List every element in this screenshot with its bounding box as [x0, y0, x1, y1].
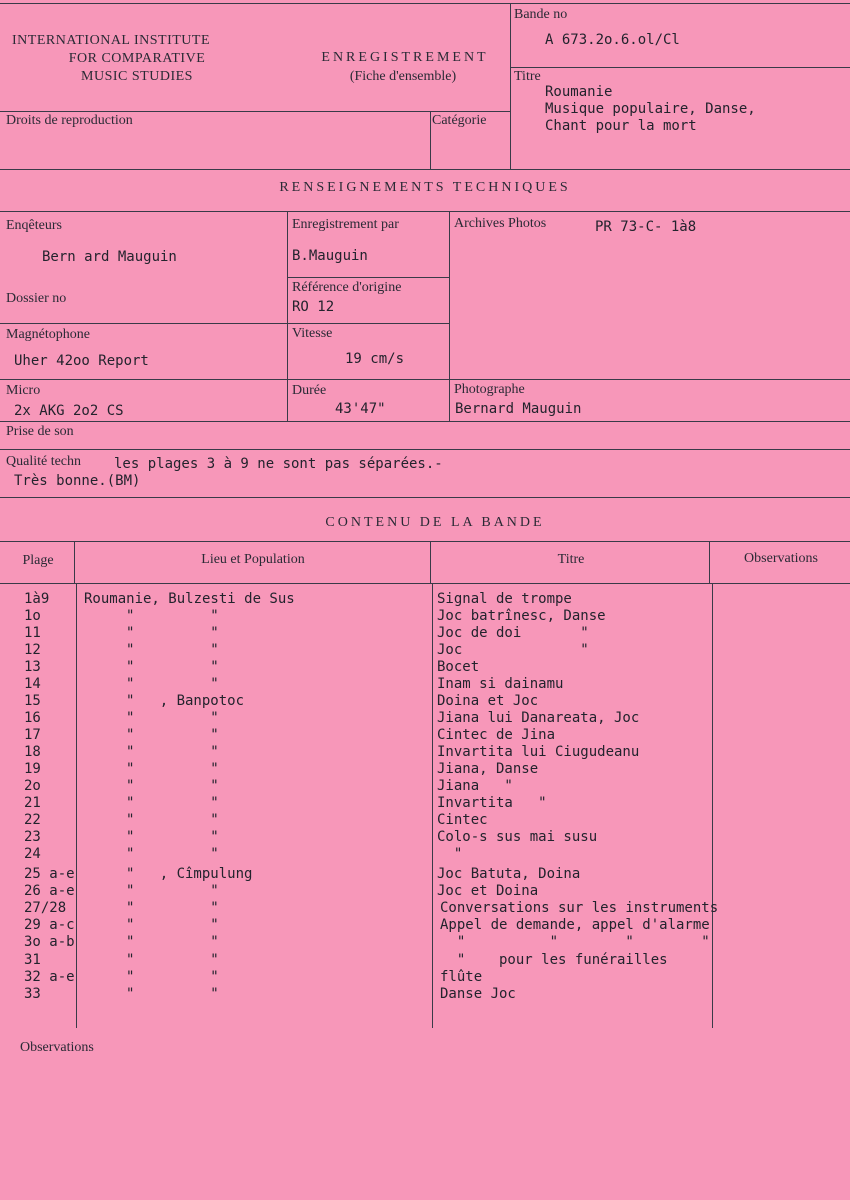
plage-cell: 17	[24, 727, 41, 743]
table-row	[0, 659, 850, 676]
titre-cell: " " " "	[440, 934, 710, 950]
lieu-cell: " "	[126, 934, 219, 950]
micro-label: Micro	[6, 383, 41, 398]
lieu-cell: " "	[126, 608, 219, 624]
table-row	[0, 866, 850, 883]
form-subtitle: (Fiche d'ensemble)	[349, 69, 457, 84]
vitesse-label: Vitesse	[292, 326, 333, 341]
table-row	[0, 900, 850, 917]
column-header-titre: Titre	[557, 552, 585, 567]
lieu-cell: " "	[126, 710, 219, 726]
column-header-observations: Observations	[744, 551, 818, 566]
table-row	[0, 778, 850, 795]
reference-value: RO 12	[292, 299, 335, 315]
qualite-label: Qualité techn	[6, 454, 82, 469]
lieu-cell: " "	[126, 986, 219, 1002]
table-row	[0, 986, 850, 1003]
plage-cell: 29 a-c	[24, 917, 75, 933]
enregistrement-label: Enregistrement par	[292, 217, 399, 232]
titre-cell: Jiana "	[437, 778, 513, 794]
table-row	[0, 917, 850, 934]
archives-value: PR 73-C- 1à8	[595, 219, 697, 235]
plage-cell: 31	[24, 952, 41, 968]
form-title: ENREGISTREMENT	[321, 50, 489, 65]
lieu-cell: Roumanie, Bulzesti de Sus	[84, 591, 295, 607]
titre-cell: Cintec de Jina	[437, 727, 556, 743]
titre-cell: Jiana, Danse	[437, 761, 539, 777]
table-row	[0, 676, 850, 693]
enregistrement-value: B.Mauguin	[292, 248, 368, 264]
titre-cell: Invartita "	[437, 795, 547, 811]
plage-cell: 1o	[24, 608, 41, 624]
lieu-cell: " "	[126, 969, 219, 985]
archives-label: Archives Photos	[454, 216, 547, 231]
plage-cell: 19	[24, 761, 41, 777]
table-row	[0, 934, 850, 951]
plage-cell: 3o a-b	[24, 934, 75, 950]
titre-cell: flûte	[440, 969, 483, 985]
plage-cell: 23	[24, 829, 41, 845]
observations-label: Observations	[20, 1040, 94, 1055]
plage-cell: 33	[24, 986, 41, 1002]
qualite-value-line1: les plages 3 à 9 ne sont pas séparées.-	[114, 456, 443, 472]
column-header-lieu: Lieu et Population	[201, 552, 305, 567]
table-row	[0, 812, 850, 829]
dossier-label: Dossier no	[6, 291, 67, 306]
titre-cell: Colo-s sus mai susu	[437, 829, 598, 845]
magnetophone-value: Uher 42oo Report	[14, 353, 149, 369]
table-row	[0, 795, 850, 812]
titre-cell: Danse Joc	[440, 986, 516, 1002]
titre-cell: Conversations sur les instruments	[440, 900, 719, 916]
table-row	[0, 969, 850, 986]
prise-de-son-label: Prise de son	[6, 424, 74, 439]
bande-label: Bande no	[514, 7, 568, 22]
table-row	[0, 727, 850, 744]
table-row	[0, 744, 850, 761]
plage-cell: 32 a-e	[24, 969, 75, 985]
contenu-heading: CONTENU DE LA BANDE	[325, 515, 545, 530]
enqueteurs-label: Enqêteurs	[6, 218, 62, 233]
table-row	[0, 952, 850, 969]
lieu-cell: " "	[126, 795, 219, 811]
titre-cell: Doina et Joc	[437, 693, 539, 709]
column-header-plage: Plage	[22, 553, 54, 568]
table-row	[0, 608, 850, 625]
micro-value: 2x AKG 2o2 CS	[14, 403, 124, 419]
tech-heading: RENSEIGNEMENTS TECHNIQUES	[279, 180, 571, 195]
plage-cell: 24	[24, 846, 41, 862]
plage-cell: 1à9	[24, 591, 50, 607]
qualite-value-line2: Très bonne.(BM)	[14, 473, 141, 489]
duree-value: 43'47"	[335, 401, 386, 417]
lieu-cell: " "	[126, 778, 219, 794]
lieu-cell: " "	[126, 883, 219, 899]
lieu-cell: " "	[126, 744, 219, 760]
plage-cell: 21	[24, 795, 41, 811]
lieu-cell: " "	[126, 761, 219, 777]
lieu-cell: " "	[126, 642, 219, 658]
titre-line-1: Roumanie	[545, 84, 613, 100]
vitesse-value: 19 cm/s	[345, 351, 405, 367]
photographe-label: Photographe	[454, 382, 525, 397]
plage-cell: 18	[24, 744, 41, 760]
magnetophone-label: Magnétophone	[6, 327, 90, 342]
duree-label: Durée	[292, 383, 327, 398]
titre-label: Titre	[514, 69, 541, 84]
institute-name-line2: FOR COMPARATIVE	[68, 51, 206, 66]
lieu-cell: " "	[126, 625, 219, 641]
lieu-cell: " "	[126, 917, 219, 933]
titre-cell: Appel de demande, appel d'alarme	[440, 917, 710, 933]
titre-cell: Joc "	[437, 642, 589, 658]
plage-cell: 11	[24, 625, 41, 641]
plage-cell: 25 a-e	[24, 866, 75, 882]
table-row	[0, 591, 850, 608]
table-row	[0, 642, 850, 659]
table-row	[0, 761, 850, 778]
titre-cell: Joc Batuta, Doina	[437, 866, 581, 882]
plage-cell: 12	[24, 642, 41, 658]
plage-cell: 13	[24, 659, 41, 675]
table-row	[0, 625, 850, 642]
plage-cell: 22	[24, 812, 41, 828]
plage-cell: 26 a-e	[24, 883, 75, 899]
lieu-cell: " "	[126, 812, 219, 828]
table-row	[0, 846, 850, 863]
lieu-cell: " "	[126, 900, 219, 916]
lieu-cell: " "	[126, 846, 219, 862]
titre-cell: Inam si dainamu	[437, 676, 564, 692]
titre-cell: Joc de doi "	[437, 625, 589, 641]
plage-cell: 14	[24, 676, 41, 692]
lieu-cell: " , Cîmpulung	[126, 866, 253, 882]
droits-label: Droits de reproduction	[6, 113, 133, 128]
titre-cell: Invartita lui Ciugudeanu	[437, 744, 640, 760]
titre-line-2: Musique populaire, Danse,	[545, 101, 756, 117]
titre-cell: Joc batrînesc, Danse	[437, 608, 606, 624]
enqueteurs-value: Bern ard Mauguin	[42, 249, 177, 265]
lieu-cell: " "	[126, 659, 219, 675]
lieu-cell: " "	[126, 727, 219, 743]
titre-cell: Bocet	[437, 659, 480, 675]
titre-line-3: Chant pour la mort	[545, 118, 697, 134]
lieu-cell: " , Banpotoc	[126, 693, 245, 709]
lieu-cell: " "	[126, 676, 219, 692]
lieu-cell: " "	[126, 829, 219, 845]
institute-name-line1: INTERNATIONAL INSTITUTE	[12, 33, 210, 48]
table-row	[0, 829, 850, 846]
plage-cell: 2o	[24, 778, 41, 794]
titre-cell: Cintec	[437, 812, 488, 828]
plage-cell: 27/28	[24, 900, 67, 916]
titre-cell: "	[437, 846, 463, 862]
titre-cell: Signal de trompe	[437, 591, 572, 607]
plage-cell: 16	[24, 710, 41, 726]
titre-cell: Jiana lui Danareata, Joc	[437, 710, 640, 726]
institute-name-line3: MUSIC STUDIES	[81, 69, 193, 84]
table-row	[0, 693, 850, 710]
photographe-value: Bernard Mauguin	[455, 401, 582, 417]
table-row	[0, 710, 850, 727]
table-row	[0, 883, 850, 900]
bande-value: A 673.2o.6.ol/Cl	[545, 32, 680, 48]
categorie-label: Catégorie	[432, 113, 487, 128]
titre-cell: Joc et Doina	[437, 883, 539, 899]
lieu-cell: " "	[126, 952, 219, 968]
plage-cell: 15	[24, 693, 41, 709]
reference-label: Référence d'origine	[292, 280, 402, 295]
titre-cell: " pour les funérailles	[440, 952, 668, 968]
